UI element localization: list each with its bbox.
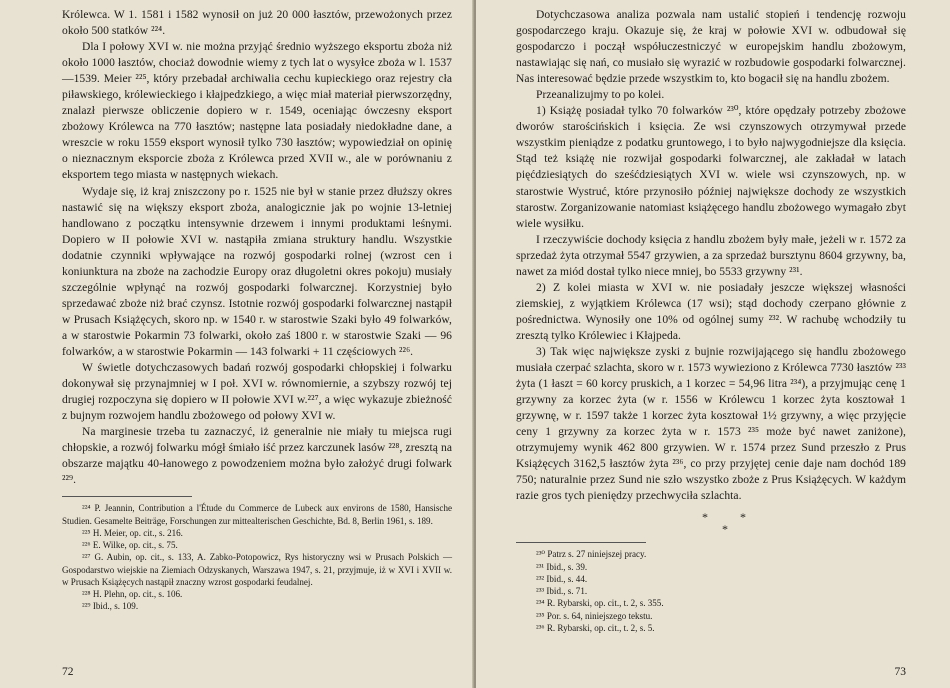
footnote: ²³⁰ Patrz s. 27 niniejszej pracy.: [536, 549, 647, 560]
asterisk: *: [702, 510, 708, 525]
footnote: ²³⁴ R. Rybarski, op. cit., t. 2, s. 355.: [536, 598, 664, 609]
paragraph: Dotychczasowa analiza pozwala nam ustalić stopień i tendencję rozwoju gospodarczego kraju. Okazuje się, że kraj w połowie XVI w. odbudował się gospodarczo i począł współuczestniczyć w europejskim handlu zbożowym, nastawiając się nań, co musiało się wyrazić w rozbudowie gospodarki folwarcznej. Nas interesować będzie przede wszystkim to, kto bogacił się na handlu zbożem.: [516, 9, 906, 86]
footnote: ²³³ Ibid., s. 71.: [536, 586, 588, 597]
paragraph: W świetle dotychczasowych badań rozwój gospodarki chłopskiej i folwarku dokonywał się przynajmniej w I poł. XVI w. równomiernie, a szybszy rozwój tej drugiej rozpoczyna się dopiero w II połowie XVI w.²²⁷, a więc wykazuje zbieżność z bujnym rozwojem handlu zbożowego od połowy XVI w.: [62, 362, 452, 423]
asterisk: *: [740, 510, 746, 525]
footnote: ²²⁷ G. Aubin, op. cit., s. 133, A. Zabko-Potopowicz, Rys historyczny wsi w Prusach Polskich — Gospodarstwo wiejskie na Ziemiach Odzyskanych, Warszawa 1947, s. 21, przyjmuje, iż w XVI i XVII w. w Prusach Książęcych nastąpił znaczny wzrost gospodarki feudalnej.: [62, 552, 452, 587]
footnote: ²²⁴ P. Jeannin, Contribution a l'Étude du Commerce de Lubeck aux environs de 1580, Hansische Studien. Gesamelte Beiträge, Forschungen zur mittealterischen Geschichte, Bd. 8, Berlin 1961, s. 189.: [62, 503, 452, 526]
paragraph: Dla I połowy XVI w. nie można przyjąć średnio wyższego eksportu zboża niż około 1000 łasztów, chociaż dowodnie wiemy z tych lat o wysyłce zboża w l. 1537—1539. Meier ²²⁵, który przebadał archiwalia cechu kupieckiego oraz rejestry cła piławskiego, królewieckiego i kłajpedzkiego, a więc miał materiał pierwszorzędny, znalazł pierwsze obliczenie dopiero w r. 1549, oceniając ówczesny eksport zbożowy Królewca na 770 łasztów; następne lata posiadały niedokładne dane, a wreszcie w roku 1559 eksport wynosił tylko 730 łasztów; wypowiedział on opinię o nieznacznym eksporcie zboża z Królewca przed XVII w., ale w porównaniu z eksportem tego miasta w następnych wiekach.: [62, 41, 452, 182]
footnote: ²²⁶ E. Wilke, op. cit., s. 75.: [82, 540, 178, 551]
paragraph: Wydaje się, iż kraj zniszczony po r. 1525 nie był w stanie przez dłuższy okres nastawić się na większy eksport zboża, analogicznie jak po wojnie 13-letniej handlowano z początku intensywnie drzewem i innymi produktami leśnymi. Dopiero w II połowie XVI w. nastąpiła zmiana struktury handlu. Wszystkie dodatnie czynniki wpływające na rozwój gospodarki rolnej (wzrost cen i koniunktura na zboże na zachodzie Europy oraz długoletni okres pokoju) musiały szczególnie wpłynąć na rozwój gospodarki folwarcznej. Korzystniej było sprzedawać zboże niż brać czynsz. Istotnie rozwój gospodarki folwarcznej nastąpił w Prusach Książęcych, skoro np. w 1540 r. w starostwie Szaki było 49 folwarków, a w starostwie Pokarmin 73 folwarki, około zaś 1800 r. w starostwie Szaki — 96 folwarków, a w starostwie Pokarmin — 143 folwarki + 11 częściowych ²²⁶.: [62, 185, 452, 358]
left-footnotes: [62, 502, 452, 612]
paragraph: Przeanalizujmy to po kolei.: [536, 89, 665, 102]
right-page: [476, 0, 950, 688]
paragraph: 3) Tak więc największe zyski z bujnie rozwijającego się handlu zbożowego musiała czerpać szlachta, skoro w r. 1573 wywieziono z Królewca 7730 łasztów ²³³ żyta (1 łaszt = 60 korcy pruskich, a 1 korzec = 54,96 litra ²³⁴), a przyjmując cenę 1 grzywny za korzec żyta (w r. 1556 w Królewcu 1 korzec żyta kosztował 1 grzywnę, w r. 1597 także 1 korzec żyta kosztował 1½ grzywny, a więc przyjęcie ceny 1 grzywny za korzec żyta w r. 1573 ²³⁵ może być nawet zaniżone), otrzymujemy wynik 462 800 grzywien. W r. 1574 przez Sund przeszło z Prus Książęcych 3162,5 łasztów żyta ²³⁶, co przy przyjętej cenie daje nam dochód 189 750; naturalnie przez Sund nie szło wszystko zboże z Prus Książęcych. W każdym razie gros tych pieniędzy przechwyciła szlachta.: [516, 345, 906, 503]
right-footnotes: [516, 548, 906, 634]
paragraph: Królewca. W 1. 1581 i 1582 wynosił on już 20 000 łasztów, przewożonych przez około 500 statków ²²⁴.: [62, 9, 452, 38]
footnote: ²²⁵ H. Meier, op. cit., s. 216.: [82, 527, 183, 538]
right-page-body: [516, 7, 906, 504]
asterisk: *: [722, 522, 728, 537]
footnote: ²²⁹ Ibid., s. 109.: [82, 601, 139, 612]
footnote: ²³⁶ R. Rybarski, op. cit., t. 2, s. 5.: [536, 622, 655, 633]
footnote: ²²⁸ H. Plehn, op. cit., s. 106.: [82, 589, 183, 600]
footnote: ²³² Ibid., s. 44.: [536, 573, 588, 584]
left-page-body: [62, 7, 452, 488]
page-number: 73: [894, 666, 906, 678]
paragraph: 1) Książę posiadał tylko 70 folwarków ²³⁰, które opędzały potrzeby zbożowe dworów starościńskich i księcia. Ze wsi czynszowych otrzymywał przede wszystkim pieniądze z podatku gruntowego, i to było najwygodniejsze dla księcia. Stąd też książę nie rozwijał gospodarki folwarcznej, ale zakładał w latach pięćdziesiątych do sześćdziesiątych XVI w. wiele wsi czynszowych, np. w starostwie Wystruć, które przynosiło później największe dochody ze wszystkich starostw. Zorganizowanie natomiast książęcego handlu zbożowego wymagało zbyt wiele wysiłku.: [516, 105, 906, 230]
paragraph: I rzeczywiście dochody księcia z handlu zbożem były małe, jeżeli w r. 1572 za sprzedaż żyta otrzymał 5547 grzywien, a za sprzedaż bursztynu 8604 grzywny, ba, nawet za miód dostał tylko niece mniej, bo 5533 grzywny ²³¹.: [516, 233, 906, 278]
page-number: 72: [62, 666, 74, 678]
paragraph: Na marginesie trzeba tu zaznaczyć, iż generalnie nie miały tu miejsca rugi chłopskie, a rozwój folwarku mógł śmiało iść przez karczunek lasów ²²⁸, zresztą na obszarze majątku 40-łanowego z powodzeniem można było założyć drugi folwark ²²⁹.: [62, 426, 452, 487]
footnote-divider: [516, 542, 646, 543]
section-asterisks: [516, 504, 906, 537]
left-page: [0, 0, 474, 688]
footnote-divider: [62, 496, 192, 497]
paragraph: 2) Z kolei miasta w XVI w. nie posiadały jeszcze większej własności ziemskiej, z wyjątkiem Królewca (17 wsi); stąd dochody czerpano głównie z pośrednictwa. Wynosiły one 10% od ogólnej sumy ²³². W rachubę wchodziły tu zresztą tylko Królewiec i Kłajpeda.: [516, 281, 906, 342]
footnote: ²³¹ Ibid., s. 39.: [536, 561, 588, 572]
footnote: ²³⁵ Por. s. 64, niniejszego tekstu.: [536, 610, 653, 621]
